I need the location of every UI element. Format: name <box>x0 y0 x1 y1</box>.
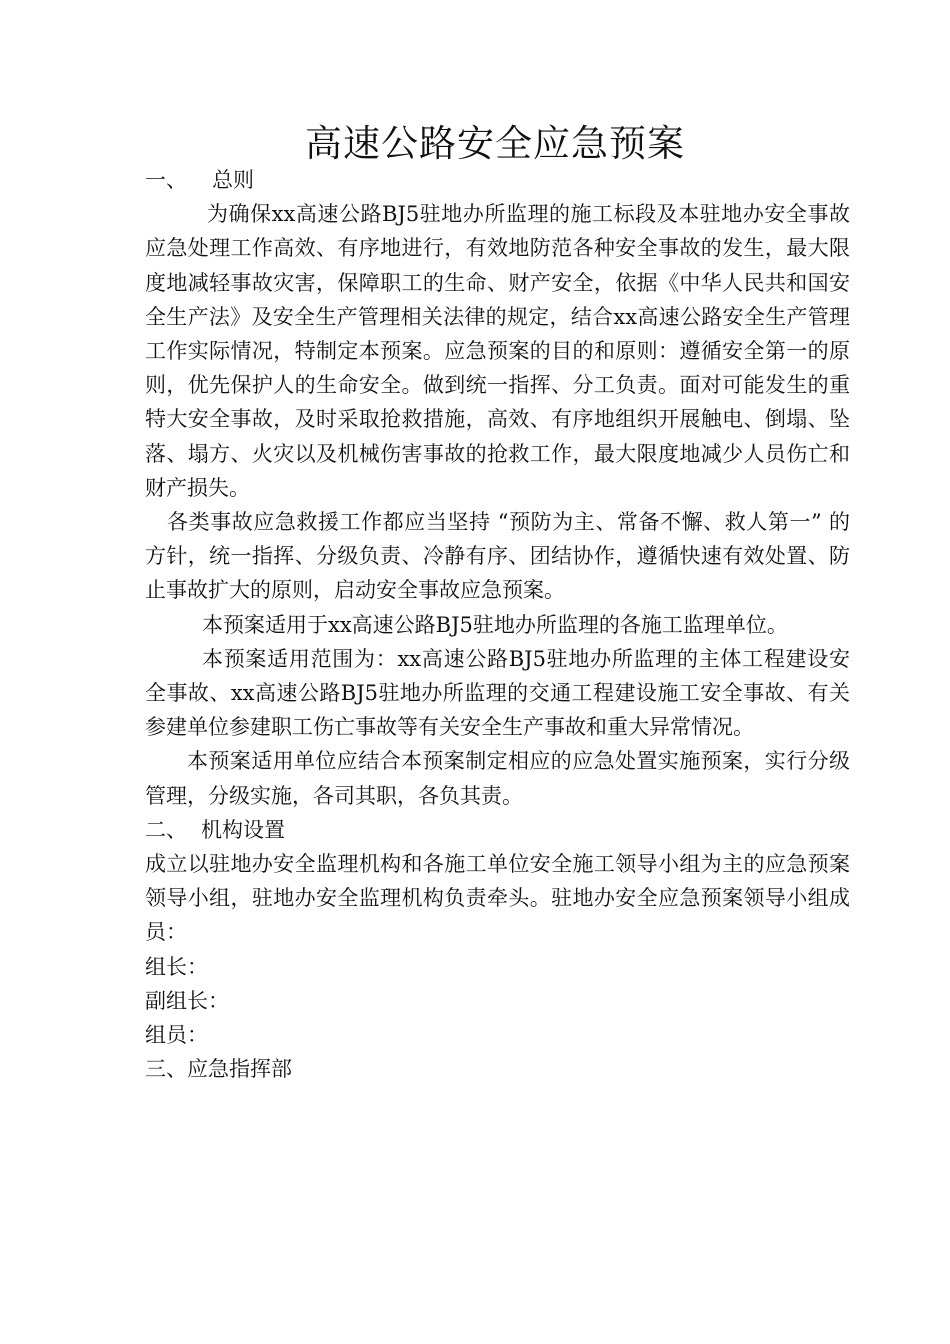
paragraph-purpose: 为确保xx高速公路BJ5驻地办所监理的施工标段及本驻地办安全事故应急处理工作高效、有序地进行，有效地防范各种安全事故的发生，最大限度地减轻事故灾害，保障职工的生命、财产安全，依据《中华人民共和国安全生产法》及安全生产管理相关法律的规定，结合xx高速公路安全生产管理工作实际情况，特制定本预案。应急预案的目的和原则：遵循安全第一的原则，优先保护人的生命安全。做到统一指挥、分工负责。面对可能发生的重特大安全事故，及时采取抢救措施，高效、有序地组织开展触电、倒塌、坠落、塌方、火灾以及机械伤害事故的抢救工作，最大限度地减少人员伤亡和财产损失。 <box>145 202 850 500</box>
paragraph-scope: 本预案适用范围为：xx高速公路BJ5驻地办所监理的主体工程建设安全事故、xx高速公路BJ5驻地办所监理的交通工程建设施工安全事故、有关参建单位参建职工伤亡事故等有关安全生产事故和重大异常情况。 <box>145 646 850 740</box>
section-title: 机构设置 <box>201 817 285 842</box>
section-title: 总则 <box>212 168 254 192</box>
section-number: 一、 <box>145 168 187 192</box>
section-heading-general <box>145 163 850 197</box>
section-heading-command-center: 三、应急指挥部 <box>145 1057 292 1082</box>
document-title: 高速公路安全应急预案 <box>305 122 685 165</box>
section-number: 二、 <box>145 817 187 842</box>
paragraph-implementation: 本预案适用单位应结合本预案制定相应的应急处置实施预案，实行分级管理，分级实施，各司其职，各负其责。 <box>145 749 850 808</box>
document-body <box>145 163 850 1086</box>
role-members: 组员： <box>145 1023 208 1048</box>
role-leader: 组长： <box>145 954 208 979</box>
paragraph-principles: 各类事故应急救援工作都应当坚持 “预防为主、常备不懈、救人第一” 的方针，统一指挥、分级负责、冷静有序、团结协作，遵循快速有效处置、防止事故扩大的原则，启动安全事故应急预案。 <box>145 510 850 603</box>
role-deputy-leader: 副组长： <box>145 988 229 1013</box>
paragraph-leadership-group: 成立以驻地办安全监理机构和各施工单位安全施工领导小组为主的应急预案领导小组，驻地办安全监理机构负责牵头。驻地办安全应急预案领导小组成员： <box>145 852 850 945</box>
section-heading-organization <box>145 813 850 847</box>
paragraph-applicability: 本预案适用于xx高速公路BJ5驻地办所监理的各施工监理单位。 <box>202 612 788 637</box>
